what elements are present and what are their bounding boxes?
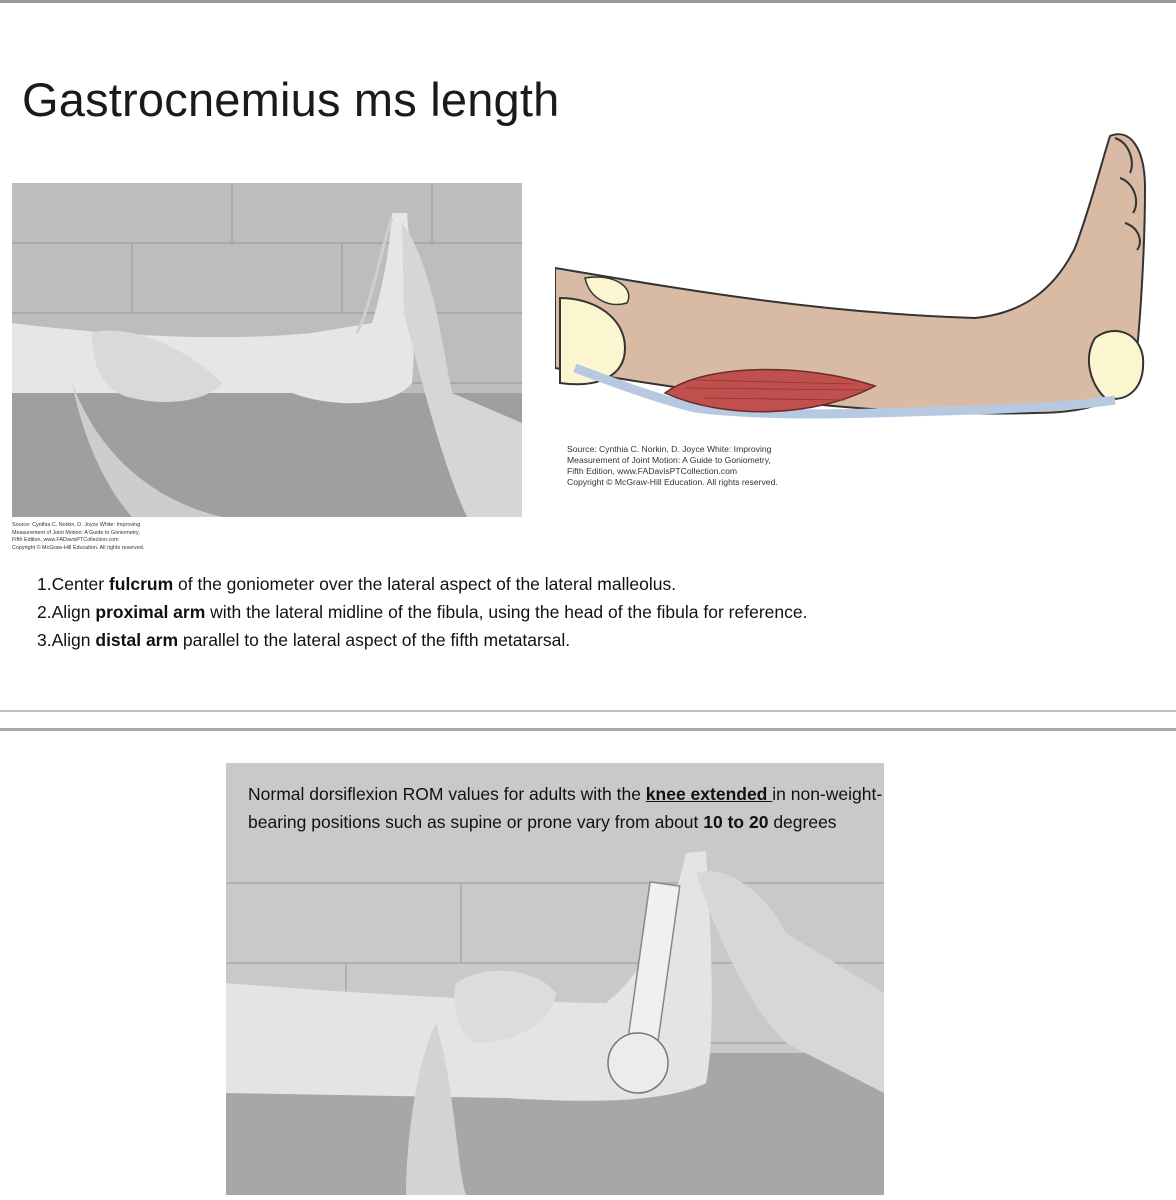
instruction-steps (37, 570, 937, 654)
diagram-credit: Source: Cynthia C. Norkin, D. Joyce White: Improving Measurement of Joint Motion: A Guide to Goniometry, Fifth Edition, www.FADavisPTCollection.com Copyright © McGraw-Hill Education. All rights reserved. (567, 444, 778, 487)
step-2: 2.Align proximal arm with the lateral midline of the fibula, using the head of the fibula for reference. (37, 602, 808, 622)
step-1: 1.Center fulcrum of the goniometer over the lateral aspect of the lateral malleolus. (37, 574, 677, 594)
photo-credit: Source: Cynthia C. Norkin, D. Joyce White: Improving Measurement of Joint Motion: A Guide to Goniometry, Fifth Edition, www.FADavisPTCollection.com Copyright © McGraw-Hill Education. All rights reserved. (12, 522, 145, 551)
top-border (0, 0, 1176, 3)
slide-divider (0, 710, 1176, 712)
slide-title: Gastrocnemius ms length (22, 73, 560, 126)
leg-anatomy-diagram (555, 128, 1165, 428)
dorsiflexion-rom-note: Normal dorsiflexion ROM values for adults with the knee extended in non-weight-bearing positions such as supine or prone vary from about 10 to 20 degrees (248, 784, 883, 832)
rom-range: 10 to 20 (703, 812, 769, 832)
measurement-photo (12, 183, 522, 517)
knee-extended-emphasis: knee extended (645, 784, 773, 804)
step-3: 3.Align distal arm parallel to the lateral aspect of the fifth metatarsal. (37, 630, 571, 650)
slide-divider-bold (0, 728, 1176, 731)
